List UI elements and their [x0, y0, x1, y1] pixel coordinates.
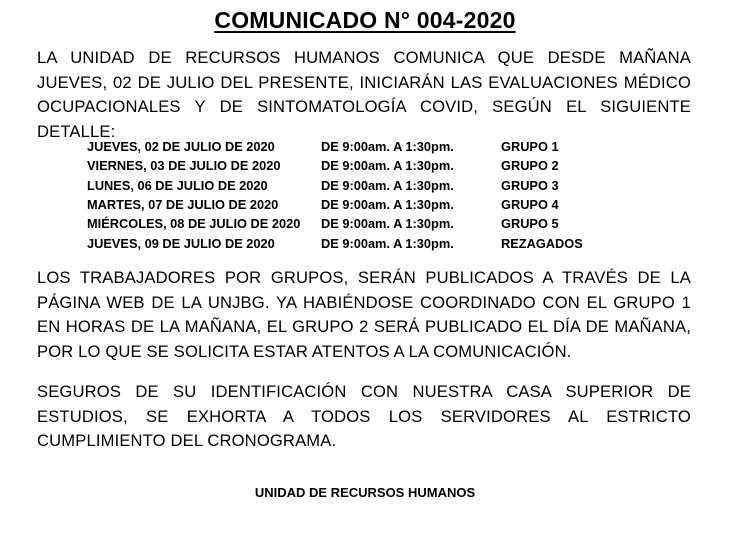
schedule-date: JUEVES, 02 DE JULIO DE 2020 — [87, 139, 275, 155]
schedule-group: GRUPO 4 — [501, 197, 559, 213]
schedule-time: DE 9:00am. A 1:30pm. — [321, 197, 454, 213]
schedule-row — [87, 156, 583, 175]
schedule-group: GRUPO 1 — [501, 139, 559, 155]
schedule-table — [87, 137, 583, 253]
schedule-row — [87, 233, 583, 252]
schedule-row — [87, 214, 583, 233]
schedule-group: GRUPO 2 — [501, 158, 559, 174]
schedule-date: MIÉRCOLES, 08 DE JULIO DE 2020 — [87, 216, 301, 232]
schedule-date: LUNES, 06 DE JULIO DE 2020 — [87, 177, 268, 193]
schedule-row — [87, 195, 583, 214]
schedule-date: VIERNES, 03 DE JULIO DE 2020 — [87, 158, 281, 174]
schedule-date: JUEVES, 09 DE JULIO DE 2020 — [87, 235, 275, 251]
schedule-time: DE 9:00am. A 1:30pm. — [321, 177, 454, 193]
schedule-time: DE 9:00am. A 1:30pm. — [321, 216, 454, 232]
document-title-text: COMUNICADO N° 004-2020 — [214, 7, 516, 33]
schedule-row — [87, 137, 583, 156]
schedule-group: GRUPO 5 — [501, 216, 559, 232]
signature: UNIDAD DE RECURSOS HUMANOS — [254, 485, 476, 500]
schedule-date: MARTES, 07 DE JULIO DE 2020 — [87, 197, 279, 213]
intro-paragraph: LA UNIDAD DE RECURSOS HUMANOS COMUNICA QUE DESDE MAÑANA JUEVES, 02 DE JULIO DEL PRESENTE, INICIARÁN LAS EVALUACIONES MÉDICO OCUPACIONALES Y DE SINTOMATOLOGÍA COVID, SEGÚN EL SIGUIENTE DETALLE: — [37, 48, 691, 141]
document-title — [0, 7, 730, 34]
schedule-group: REZAGADOS — [501, 235, 583, 251]
schedule-time: DE 9:00am. A 1:30pm. — [321, 139, 454, 155]
schedule-row — [87, 176, 583, 195]
closing-paragraph: SEGUROS DE SU IDENTIFICACIÓN CON NUESTRA CASA SUPERIOR DE ESTUDIOS, SE EXHORTA A TODOS LOS SERVIDORES AL ESTRICTO CUMPLIMIENTO DEL CRONOGRAMA. — [37, 382, 691, 450]
schedule-time: DE 9:00am. A 1:30pm. — [321, 158, 454, 174]
schedule-time: DE 9:00am. A 1:30pm. — [321, 235, 454, 251]
groups-paragraph: LOS TRABAJADORES POR GRUPOS, SERÁN PUBLICADOS A TRAVÉS DE LA PÁGINA WEB DE LA UNJBG. YA HABIÉNDOSE COORDINADO CON EL GRUPO 1 EN HORAS DE LA MAÑANA, EL GRUPO 2 SERÁ PUBLICADO EL DÍA DE MAÑANA, POR LO QUE SE SOLICITA ESTAR ATENTOS A LA COMUNICACIÓN. — [37, 268, 691, 361]
schedule-group: GRUPO 3 — [501, 177, 559, 193]
